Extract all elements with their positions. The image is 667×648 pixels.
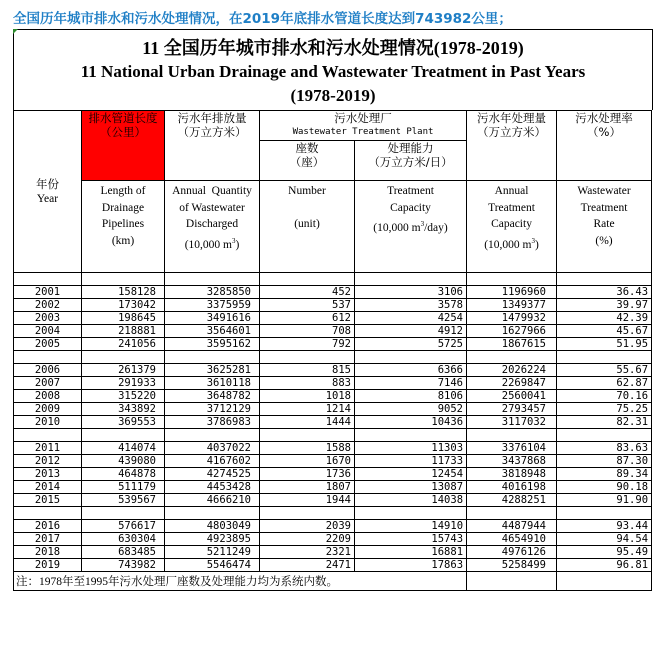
header-number-cn xyxy=(260,141,355,181)
cell-year: 2004 xyxy=(14,325,82,338)
cell-rate: 90.18 xyxy=(557,481,652,494)
unit-text: ) xyxy=(235,238,240,251)
header-capacity-en-line: Capacity xyxy=(390,201,431,214)
header-rate-label: 污水处理率 xyxy=(575,111,633,125)
cell-capacity: 16881 xyxy=(355,546,467,559)
cell-rate: 51.95 xyxy=(557,338,652,351)
drainage-table xyxy=(13,110,652,591)
cell-plant-number: 2471 xyxy=(260,559,355,572)
cell-rate: 75.25 xyxy=(557,403,652,416)
cell-plant-number: 612 xyxy=(260,312,355,325)
header-discharge-cn xyxy=(165,111,260,181)
cell-pipe-length: 198645 xyxy=(82,312,165,325)
cell-pipe-length: 173042 xyxy=(82,299,165,312)
cell-discharge: 3610118 xyxy=(165,377,260,390)
header-treated-unit: （万立方米） xyxy=(477,125,547,139)
cell-capacity: 15743 xyxy=(355,533,467,546)
cell-plant-number: 815 xyxy=(260,364,355,377)
cell-plant-number: 1944 xyxy=(260,494,355,507)
group-spacer-row xyxy=(14,429,652,442)
cell-discharge: 3625281 xyxy=(165,364,260,377)
spacer-cell xyxy=(82,351,165,364)
cell-pipe-length: 218881 xyxy=(82,325,165,338)
page-headline: 全国历年城市排水和污水处理情况，在2019年底排水管道长度达到743982公里； xyxy=(13,11,512,27)
cell-capacity: 8106 xyxy=(355,390,467,403)
spacer-cell xyxy=(557,429,652,442)
unit-superscript: 3 xyxy=(531,236,535,245)
header-pipe-label: 排水管道长度 xyxy=(88,111,158,125)
cell-treated: 4654910 xyxy=(467,533,557,546)
spacer-cell xyxy=(467,507,557,520)
cell-capacity: 3578 xyxy=(355,299,467,312)
header-treated-label: 污水年处理量 xyxy=(477,111,547,125)
cell-capacity: 5725 xyxy=(355,338,467,351)
cell-treated: 2793457 xyxy=(467,403,557,416)
header-pipe-unit: （公里） xyxy=(100,125,146,139)
cell-rate: 62.87 xyxy=(557,377,652,390)
cell-comment-marker-icon xyxy=(13,29,18,34)
header-pipe-en-line: (km) xyxy=(111,234,135,247)
header-rate-en-line: Wastewater xyxy=(577,185,631,197)
spacer-cell xyxy=(355,351,467,364)
header-capacity-en-unit xyxy=(355,216,466,236)
spacer-cell xyxy=(82,273,165,286)
spacer-cell xyxy=(165,429,260,442)
header-pipe-en-line: Pipelines xyxy=(101,218,145,230)
header-rate-unit: （%） xyxy=(587,125,621,139)
header-year-en: Year xyxy=(36,192,59,205)
header-rate-en-line: Treatment xyxy=(580,201,628,214)
cell-plant-number: 2321 xyxy=(260,546,355,559)
cell-treated: 4487944 xyxy=(467,520,557,533)
cell-rate: 89.34 xyxy=(557,468,652,481)
header-treated-en-line: Capacity xyxy=(491,218,532,230)
cell-discharge: 3712129 xyxy=(165,403,260,416)
cell-rate: 82.31 xyxy=(557,416,652,429)
cell-capacity: 11733 xyxy=(355,455,467,468)
cell-treated: 1867615 xyxy=(467,338,557,351)
spacer-cell xyxy=(14,273,82,286)
spacer-cell xyxy=(14,507,82,520)
header-rate-en-line: Rate xyxy=(593,218,615,230)
empty-cell xyxy=(467,572,557,591)
cell-plant-number: 537 xyxy=(260,299,355,312)
cell-rate: 95.49 xyxy=(557,546,652,559)
header-rate-en xyxy=(557,181,652,273)
spacer-cell xyxy=(260,429,355,442)
cell-treated: 3437868 xyxy=(467,455,557,468)
cell-pipe-length: 464878 xyxy=(82,468,165,481)
cell-year: 2008 xyxy=(14,390,82,403)
header-discharge-en-unit xyxy=(165,233,259,253)
cell-pipe-length: 158128 xyxy=(82,286,165,299)
header-plant xyxy=(260,111,467,141)
group-spacer-row xyxy=(14,507,652,520)
header-pipe-length-en xyxy=(82,181,165,273)
header-rate-en-line: (%) xyxy=(595,234,613,247)
cell-rate: 55.67 xyxy=(557,364,652,377)
cell-year: 2014 xyxy=(14,481,82,494)
header-treated-en-line: Annual xyxy=(494,185,529,197)
spacer-cell xyxy=(467,429,557,442)
header-discharge-en-line: of Wastewater xyxy=(179,201,245,214)
header-capacity-unit: （万立方米/日） xyxy=(368,155,453,169)
unit-superscript: 3 xyxy=(420,220,425,228)
cell-treated: 2026224 xyxy=(467,364,557,377)
table-row xyxy=(14,494,652,507)
cell-capacity: 4254 xyxy=(355,312,467,325)
cell-discharge: 5546474 xyxy=(165,559,260,572)
cell-pipe-length: 683485 xyxy=(82,546,165,559)
cell-year: 2009 xyxy=(14,403,82,416)
table-row xyxy=(14,455,652,468)
cell-discharge: 4037022 xyxy=(165,442,260,455)
header-number-en-line: Number xyxy=(288,185,326,197)
spacer-cell xyxy=(14,429,82,442)
unit-text: (10,000 m xyxy=(484,238,532,251)
cell-capacity: 13087 xyxy=(355,481,467,494)
cell-discharge: 4274525 xyxy=(165,468,260,481)
cell-year: 2005 xyxy=(14,338,82,351)
cell-plant-number: 452 xyxy=(260,286,355,299)
cell-year: 2013 xyxy=(14,468,82,481)
cell-treated: 3376104 xyxy=(467,442,557,455)
cell-pipe-length: 511179 xyxy=(82,481,165,494)
table-row xyxy=(14,481,652,494)
cell-discharge: 4666210 xyxy=(165,494,260,507)
cell-discharge: 3285850 xyxy=(165,286,260,299)
cell-discharge: 3648782 xyxy=(165,390,260,403)
cell-plant-number: 883 xyxy=(260,377,355,390)
cell-discharge: 4803049 xyxy=(165,520,260,533)
cell-discharge: 4923895 xyxy=(165,533,260,546)
spacer-cell xyxy=(165,507,260,520)
cell-plant-number: 792 xyxy=(260,338,355,351)
header-number-unit: （座） xyxy=(289,155,325,169)
cell-pipe-length: 343892 xyxy=(82,403,165,416)
unit-text: (10,000 m xyxy=(184,238,232,251)
cell-plant-number: 2209 xyxy=(260,533,355,546)
title-chinese: 11 全国历年城市排水和污水处理情况(1978-2019) xyxy=(142,38,524,58)
cell-capacity: 9052 xyxy=(355,403,467,416)
cell-rate: 45.67 xyxy=(557,325,652,338)
header-capacity-en xyxy=(355,181,467,273)
cell-rate: 94.54 xyxy=(557,533,652,546)
cell-discharge: 4453428 xyxy=(165,481,260,494)
header-capacity-cn xyxy=(355,141,467,181)
cell-rate: 70.16 xyxy=(557,390,652,403)
table-row xyxy=(14,533,652,546)
header-pipe-length-cn xyxy=(82,111,165,181)
cell-pipe-length: 414074 xyxy=(82,442,165,455)
cell-year: 2010 xyxy=(14,416,82,429)
spacer-cell xyxy=(165,351,260,364)
cell-plant-number: 1736 xyxy=(260,468,355,481)
cell-plant-number: 1670 xyxy=(260,455,355,468)
header-number-label: 座数 xyxy=(295,141,319,155)
spacer-cell xyxy=(557,351,652,364)
cell-discharge: 4167602 xyxy=(165,455,260,468)
header-treated-en-unit xyxy=(467,233,556,253)
cell-rate: 42.39 xyxy=(557,312,652,325)
header-plant-en: Wastewater Treatment Plant xyxy=(292,127,434,137)
cell-treated: 4288251 xyxy=(467,494,557,507)
cell-discharge: 3375959 xyxy=(165,299,260,312)
cell-pipe-length: 743982 xyxy=(82,559,165,572)
table-row xyxy=(14,325,652,338)
header-treated-en xyxy=(467,181,557,273)
table-title-frame xyxy=(13,29,653,110)
cell-treated: 1479932 xyxy=(467,312,557,325)
cell-pipe-length: 241056 xyxy=(82,338,165,351)
spacer-cell xyxy=(467,273,557,286)
cell-capacity: 14038 xyxy=(355,494,467,507)
cell-treated: 4016198 xyxy=(467,481,557,494)
header-rate-cn xyxy=(557,111,652,181)
cell-discharge: 3564601 xyxy=(165,325,260,338)
spacer-cell xyxy=(260,273,355,286)
table-row xyxy=(14,338,652,351)
header-pipe-en-line: Drainage xyxy=(101,201,145,214)
cell-year: 2012 xyxy=(14,455,82,468)
cell-treated: 5258499 xyxy=(467,559,557,572)
cell-pipe-length: 369553 xyxy=(82,416,165,429)
cell-pipe-length: 630304 xyxy=(82,533,165,546)
cell-pipe-length: 261379 xyxy=(82,364,165,377)
spacer-cell xyxy=(557,273,652,286)
table-title xyxy=(14,30,652,110)
spacer-cell xyxy=(165,273,260,286)
unit-text: ) xyxy=(534,238,539,251)
spacer-cell xyxy=(260,507,355,520)
header-capacity-en-line: Treatment xyxy=(387,185,434,197)
cell-year: 2018 xyxy=(14,546,82,559)
cell-capacity: 6366 xyxy=(355,364,467,377)
cell-pipe-length: 439080 xyxy=(82,455,165,468)
cell-treated: 3117032 xyxy=(467,416,557,429)
cell-rate: 87.30 xyxy=(557,455,652,468)
table-row xyxy=(14,364,652,377)
cell-year: 2006 xyxy=(14,364,82,377)
cell-year: 2007 xyxy=(14,377,82,390)
cell-treated: 3818948 xyxy=(467,468,557,481)
cell-discharge: 5211249 xyxy=(165,546,260,559)
cell-plant-number: 1588 xyxy=(260,442,355,455)
cell-capacity: 11303 xyxy=(355,442,467,455)
table-row xyxy=(14,559,652,572)
table-row xyxy=(14,377,652,390)
cell-capacity: 3106 xyxy=(355,286,467,299)
header-discharge-label: 污水年排放量 xyxy=(177,111,247,125)
table-body xyxy=(14,273,652,572)
cell-treated: 1627966 xyxy=(467,325,557,338)
cell-rate: 83.63 xyxy=(557,442,652,455)
cell-year: 2015 xyxy=(14,494,82,507)
empty-cell xyxy=(557,572,652,591)
spacer-cell xyxy=(82,429,165,442)
table-row xyxy=(14,299,652,312)
cell-plant-number: 1018 xyxy=(260,390,355,403)
cell-treated: 1349377 xyxy=(467,299,557,312)
title-english: 11 National Urban Drainage and Wastewater Treatment in Past Years xyxy=(80,62,586,81)
header-capacity-label: 处理能力 xyxy=(387,141,434,155)
cell-rate: 93.44 xyxy=(557,520,652,533)
cell-treated: 4976126 xyxy=(467,546,557,559)
cell-pipe-length: 291933 xyxy=(82,377,165,390)
header-treated-cn xyxy=(467,111,557,181)
header-discharge-en-line: Annual Quantity xyxy=(172,185,252,197)
unit-superscript: 3 xyxy=(231,236,236,245)
group-spacer-row xyxy=(14,351,652,364)
spacer-cell xyxy=(14,351,82,364)
header-year-cn: 年份 xyxy=(36,176,59,191)
cell-pipe-length: 539567 xyxy=(82,494,165,507)
cell-treated: 2269847 xyxy=(467,377,557,390)
spacer-cell xyxy=(82,507,165,520)
cell-capacity: 4912 xyxy=(355,325,467,338)
cell-year: 2017 xyxy=(14,533,82,546)
table-row xyxy=(14,390,652,403)
cell-year: 2002 xyxy=(14,299,82,312)
header-discharge-en-line: Discharged xyxy=(185,218,239,230)
cell-discharge: 3491616 xyxy=(165,312,260,325)
cell-capacity: 17863 xyxy=(355,559,467,572)
cell-rate: 39.97 xyxy=(557,299,652,312)
table-row xyxy=(14,520,652,533)
header-discharge-unit: （万立方米） xyxy=(177,125,247,139)
table-row xyxy=(14,403,652,416)
spacer-cell xyxy=(557,507,652,520)
spacer-cell xyxy=(355,429,467,442)
cell-rate: 96.81 xyxy=(557,559,652,572)
header-number-en xyxy=(260,181,355,273)
cell-year: 2001 xyxy=(14,286,82,299)
cell-year: 2011 xyxy=(14,442,82,455)
cell-plant-number: 1807 xyxy=(260,481,355,494)
cell-pipe-length: 315220 xyxy=(82,390,165,403)
cell-capacity: 14910 xyxy=(355,520,467,533)
unit-text: /day) xyxy=(424,221,448,234)
cell-plant-number: 2039 xyxy=(260,520,355,533)
cell-pipe-length: 576617 xyxy=(82,520,165,533)
table-row xyxy=(14,416,652,429)
header-year xyxy=(14,111,82,273)
cell-discharge: 3595162 xyxy=(165,338,260,351)
spacer-cell xyxy=(467,351,557,364)
spacer-cell xyxy=(355,273,467,286)
table-row xyxy=(14,442,652,455)
spacer-cell xyxy=(260,351,355,364)
cell-capacity: 12454 xyxy=(355,468,467,481)
cell-plant-number: 1444 xyxy=(260,416,355,429)
table-row xyxy=(14,286,652,299)
unit-text: (10,000 m xyxy=(373,221,421,234)
table-row xyxy=(14,312,652,325)
cell-treated: 1196960 xyxy=(467,286,557,299)
table-row xyxy=(14,468,652,481)
cell-rate: 91.90 xyxy=(557,494,652,507)
table-note: 注：1978年至1995年污水处理厂座数及处理能力均为系统内数。 xyxy=(14,572,467,591)
header-discharge-en xyxy=(165,181,260,273)
header-treated-en-line: Treatment xyxy=(488,201,535,214)
title-years: (1978-2019) xyxy=(290,86,376,105)
cell-capacity: 10436 xyxy=(355,416,467,429)
cell-rate: 36.43 xyxy=(557,286,652,299)
cell-year: 2016 xyxy=(14,520,82,533)
cell-discharge: 3786983 xyxy=(165,416,260,429)
spacer-cell xyxy=(355,507,467,520)
table-row xyxy=(14,546,652,559)
header-number-en-line: (unit) xyxy=(294,217,320,230)
cell-treated: 2560041 xyxy=(467,390,557,403)
header-plant-label: 污水处理厂 xyxy=(334,111,392,125)
cell-plant-number: 708 xyxy=(260,325,355,338)
cell-year: 2003 xyxy=(14,312,82,325)
cell-plant-number: 1214 xyxy=(260,403,355,416)
group-spacer-row xyxy=(14,273,652,286)
cell-year: 2019 xyxy=(14,559,82,572)
cell-capacity: 7146 xyxy=(355,377,467,390)
header-pipe-en-line: Length of xyxy=(100,185,146,197)
